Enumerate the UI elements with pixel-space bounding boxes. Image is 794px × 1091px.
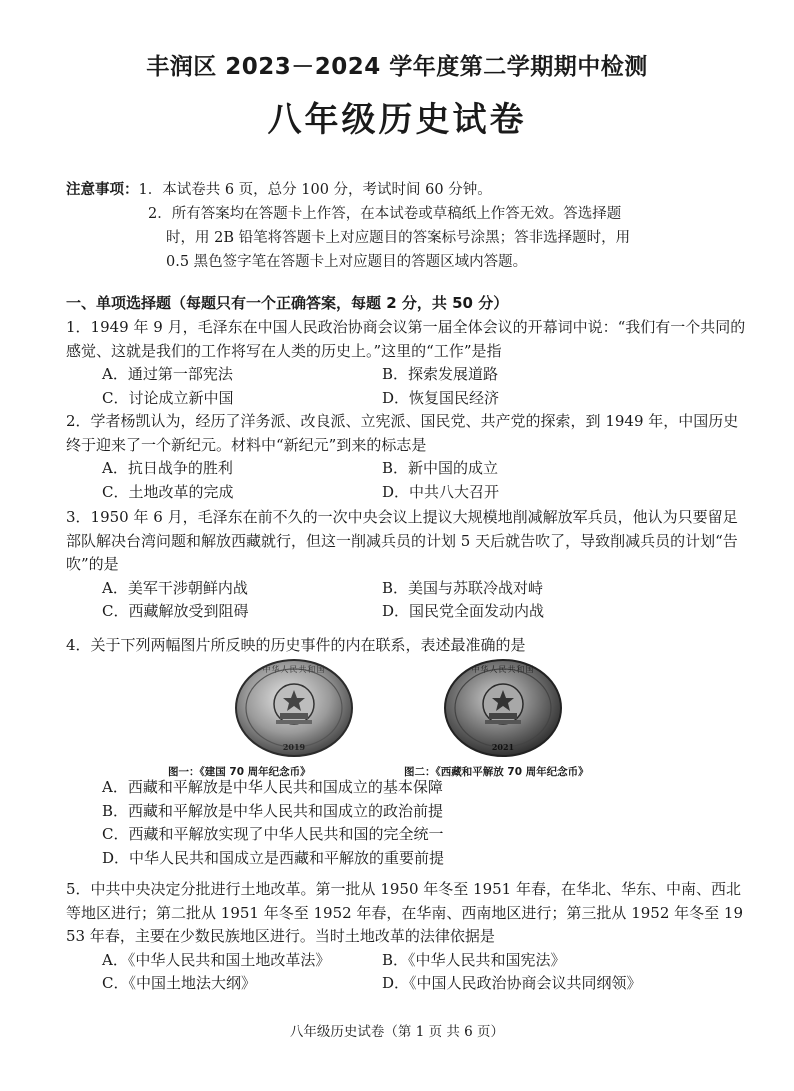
question-5-option-b: B．《中华人民共和国宪法》 (382, 950, 566, 969)
question-4 (66, 634, 746, 658)
notice-label: 注意事项： (66, 182, 139, 198)
question-5-options-row2 (66, 972, 746, 996)
notice-line-3: 时，用 2B 铅笔将答题卡上对应题目的答案标号涂黑；答非选择题时，用 (166, 230, 631, 246)
notice-text-1: 1．本试卷共 6 页，总分 100 分，考试时间 60 分钟。 (138, 182, 492, 198)
question-5 (66, 878, 746, 996)
question-4-option-d: D．中华人民共和国成立是西藏和平解放的重要前提 (102, 848, 445, 867)
exam-title: 丰润区 2023－2024 学年度第二学期期中检测 (146, 54, 648, 80)
coin-1-text: 中华人民共和国 (262, 665, 326, 674)
question-1-option-b: B．探索发展道路 (382, 365, 499, 383)
question-1-options-row1 (66, 363, 746, 387)
question-1-option-d: D．恢复国民经济 (382, 388, 500, 407)
question-4-options (66, 776, 746, 870)
question-2-option-a: A．抗日战争的胜利 (102, 459, 233, 477)
question-5-options-row1 (66, 949, 746, 973)
notice-line-4: 0.5 黑色签字笔在答题卡上对应题目的答题区域内答题。 (166, 254, 528, 270)
coin-1-year: 2019 (282, 742, 306, 752)
question-1 (66, 316, 746, 410)
coin-image-2 (443, 658, 563, 762)
question-3-option-c: C．西藏解放受到阻碍 (102, 602, 249, 620)
notice-line-2: 2．所有答案均在答题卡上作答，在本试卷或草稿纸上作答无效。答选择题 (148, 206, 622, 222)
question-5-stem: 5．中共中央决定分批进行土地改革。第一批从 1950 年冬至 1951 年春，在华北、华东、中南、西北等地区进行；第二批从 1951 年冬至 1952 年春，在华南、西南地区进行；第三批从 1952 年冬至 1953 年春，主要在少数民族地区进行。当时土地改革的法律依据是 (66, 880, 743, 945)
exam-subtitle: 八年级历史试卷 (267, 100, 527, 140)
page-footer: 八年级历史试卷（第 1 页 共 6 页） (289, 1024, 505, 1040)
question-3-option-d: D．国民党全面发动内战 (382, 602, 545, 620)
question-1-stem: 1．1949 年 9 月，毛泽东在中国人民政治协商会议第一届全体会议的开幕词中说：“我们有一个共同的感觉、这就是我们的工作将写在人类的历史上。”这里的“工作”是指 (66, 318, 746, 360)
coin-2-text: 中华人民共和国 (471, 665, 535, 674)
question-1-option-a: A．通过第一部宪法 (102, 365, 233, 383)
question-5-option-d: D．《中国人民政治协商会议共同纲领》 (382, 974, 642, 992)
figure-2-caption: 图二：《西藏和平解放 70 周年纪念币》 (404, 766, 589, 778)
question-1-options-row2 (66, 387, 746, 411)
question-4-option-c: C．西藏和平解放实现了中华人民共和国的完全统一 (102, 825, 444, 843)
question-3-stem: 3．1950 年 6 月，毛泽东在前不久的一次中央会议上提议大规模地削减解放军兵员，他认为只要留足部队解决台湾问题和解放西藏就行，但这一削减兵员的计划 5 天后就告吹了，导致削减兵员的计划“告吹”的是 (66, 508, 738, 573)
coin-image-1 (234, 658, 354, 762)
question-4-stem: 4．关于下列两幅图片所反映的历史事件的内在联系，表述最准确的是 (66, 636, 526, 654)
question-2 (66, 410, 746, 504)
question-2-option-b: B．新中国的成立 (382, 459, 499, 477)
question-3-option-b: B．美国与苏联冷战对峙 (382, 578, 544, 597)
question-2-stem: 2．学者杨凯认为，经历了洋务派、改良派、立宪派、国民党、共产党的探索，到 1949 年，中国历史终于迎来了一个新纪元。材料中“新纪元”到来的标志是 (66, 412, 739, 454)
question-3-options-row2 (66, 600, 746, 624)
question-5-option-c: C．《中国土地法大纲》 (102, 974, 256, 992)
question-3 (66, 506, 746, 624)
question-3-options-row1 (66, 577, 746, 601)
coin-2-year: 2021 (491, 742, 515, 752)
question-2-option-c: C．土地改革的完成 (102, 482, 234, 501)
figure-1-caption: 图一：《建国 70 周年纪念币》 (168, 766, 311, 778)
question-2-options-row1 (66, 457, 746, 481)
question-2-option-d: D．中共八大召开 (382, 482, 500, 501)
question-2-options-row2 (66, 481, 746, 505)
question-1-option-c: C．讨论成立新中国 (102, 388, 234, 407)
section-heading: 一、单项选择题（每题只有一个正确答案，每题 2 分，共 50 分） (66, 294, 509, 312)
question-3-option-a: A．美军干涉朝鲜内战 (102, 578, 248, 597)
notice-line-1 (66, 178, 746, 202)
question-5-option-a: A．《中华人民共和国土地改革法》 (102, 950, 331, 969)
question-4-option-a: A．西藏和平解放是中华人民共和国成立的基本保障 (102, 778, 443, 796)
notice-block (66, 178, 746, 274)
question-4-option-b: B．西藏和平解放是中华人民共和国成立的政治前提 (102, 801, 444, 820)
